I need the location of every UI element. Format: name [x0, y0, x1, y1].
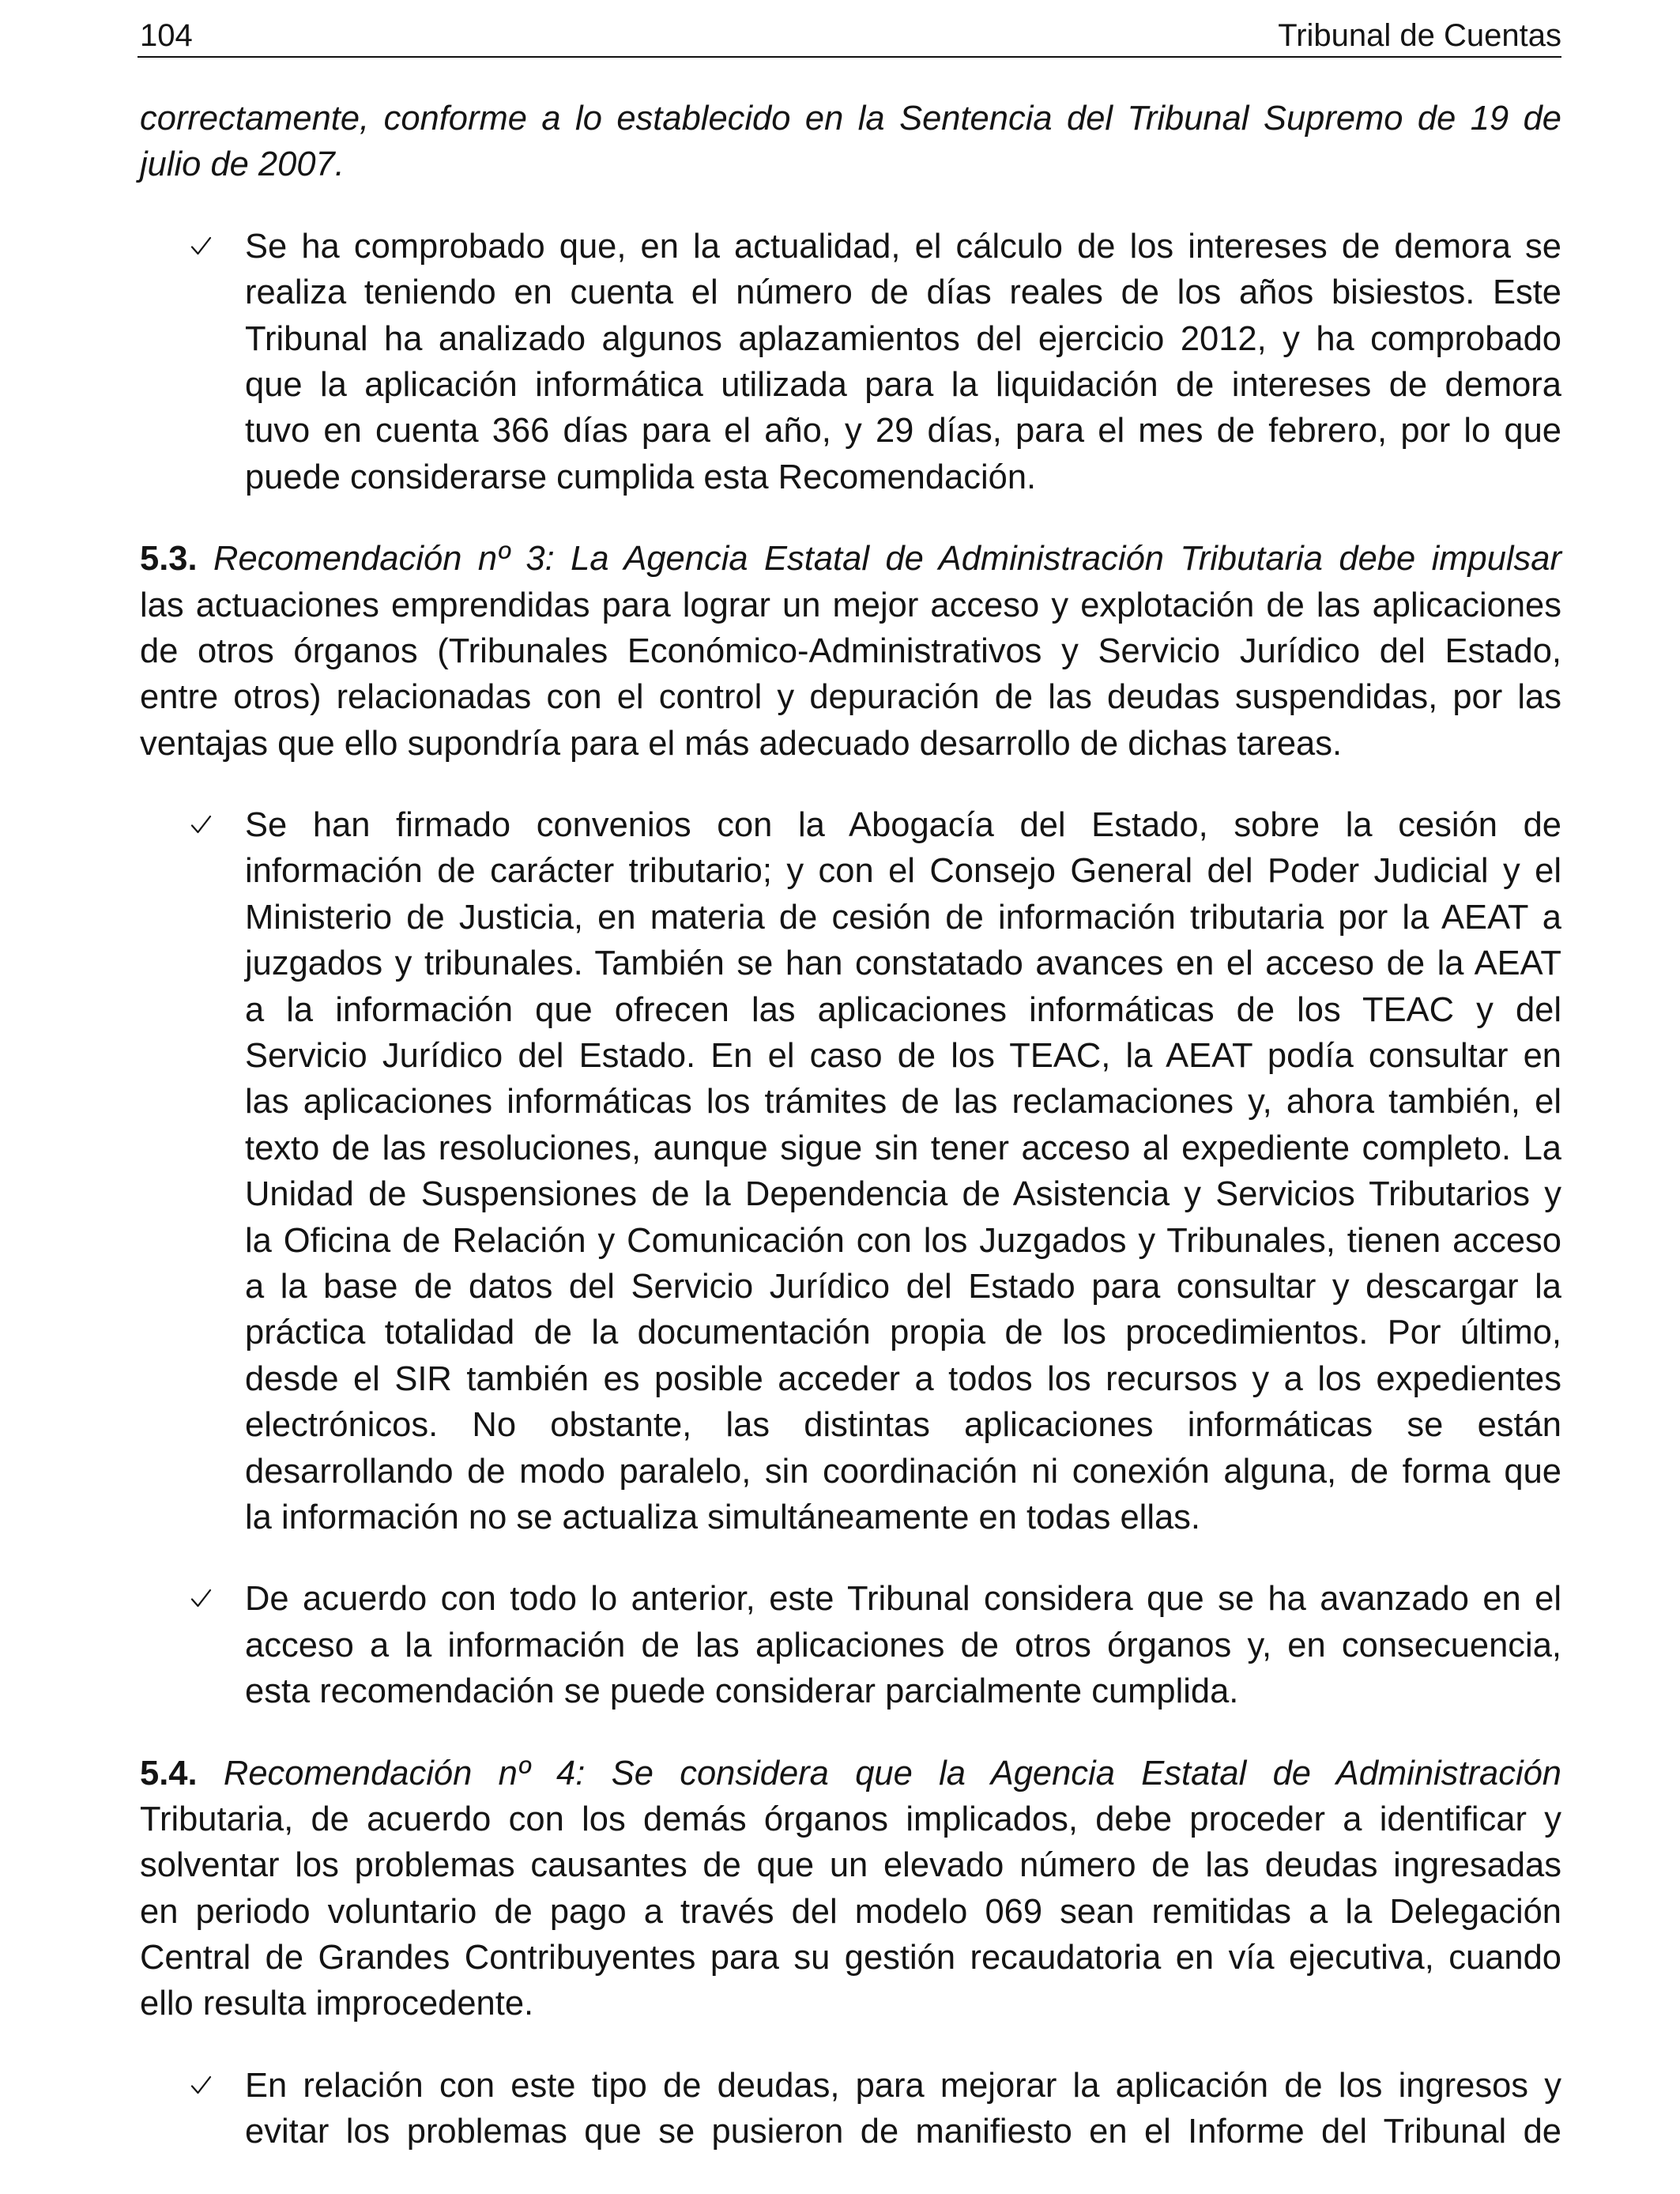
text-line: Tribunal ha analizado algunos aplazamientos del ejercicio 2012, y ha comprobado: [245, 319, 1561, 358]
bullet-item-4: [140, 2063, 1561, 2155]
bullet-item-2: [140, 802, 1561, 1540]
text-line: De acuerdo con todo lo anterior, este Tribunal considera que se ha avanzado en el: [245, 1580, 1561, 1619]
text-line: solventar los problemas causantes de que un elevado número de las deudas ingresadas: [140, 1846, 1561, 1885]
text-line: en periodo voluntario de pago a través del modelo 069 sean remitidas a la Delegación: [140, 1892, 1561, 1931]
checkmark-icon: [190, 1588, 212, 1609]
section-number: 5.4.: [140, 1754, 198, 1793]
section-5-4-recommendation: [140, 1751, 1561, 2027]
bullet-text: [245, 802, 1561, 1540]
text-line: que la aplicación informática utilizada para la liquidación de intereses de demora: [245, 365, 1561, 404]
text-line: de otros órganos (Tribunales Económico-Administrativos y Servicio Jurídico del Estado,: [140, 631, 1561, 670]
text-line: Unidad de Suspensiones de la Dependencia de Asistencia y Servicios Tributarios y: [245, 1175, 1561, 1214]
text-line: las actuaciones emprendidas para lograr un mejor acceso y explotación de las aplicaciones: [140, 586, 1561, 624]
text-line: Tributaria, de acuerdo con los demás órganos implicados, debe proceder a identificar y: [140, 1800, 1561, 1838]
bullet-item-1: [140, 224, 1561, 500]
text-line: información de carácter tributario; y con el Consejo General del Poder Judicial y el: [245, 852, 1561, 891]
text-line: las aplicaciones informáticas los trámites de las reclamaciones y, ahora también, el: [245, 1083, 1561, 1122]
text-line: realiza teniendo en cuenta el número de días reales de los años bisiestos. Este: [245, 273, 1561, 312]
text-line: electrónicos. No obstante, las distintas aplicaciones informáticas se están: [245, 1406, 1561, 1445]
text-line: Central de Grandes Contribuyentes para su gestión recaudatoria en vía ejecutiva, cuando: [140, 1939, 1561, 1977]
text-line: Servicio Jurídico del Estado. En el caso de los TEAC, la AEAT podía consultar en: [245, 1037, 1561, 1076]
running-title: Tribunal de Cuentas: [1278, 18, 1561, 53]
bullet-item-3: [140, 1576, 1561, 1714]
continued-recommendation-text: [140, 96, 1561, 188]
bullet-text: [245, 224, 1561, 500]
text-line: ello resulta improcedente.: [140, 1985, 534, 2023]
page-header: [137, 17, 1561, 58]
text-line: tuvo en cuenta 366 días para el año, y 29 días, para el mes de febrero, por lo que: [245, 412, 1561, 450]
section-heading-line: [140, 536, 1561, 582]
text-line: ventajas que ello supondría para el más adecuado desarrollo de dichas tareas.: [140, 724, 1343, 763]
text-line: Recomendación nº 3: La Agencia Estatal de Administración Tributaria debe impulsar: [213, 540, 1561, 579]
text-line: acceso a la información de las aplicaciones de otros órganos y, en consecuencia,: [245, 1626, 1561, 1664]
text-line: correctamente, conforme a lo establecido en la Sentencia del Tribunal Supremo de 19 de: [140, 100, 1561, 138]
text-line: Se ha comprobado que, en la actualidad, el cálculo de los intereses de demora se: [245, 227, 1561, 266]
text-line: texto de las resoluciones, aunque sigue sin tener acceso al expediente completo. La: [245, 1129, 1561, 1167]
text-line: a la información que ofrecen las aplicaciones informáticas de los TEAC y del: [245, 990, 1561, 1029]
text-line: puede considerarse cumplida esta Recomendación.: [245, 458, 1037, 496]
text-line: práctica totalidad de la documentación propia de los procedimientos. Por último,: [245, 1314, 1561, 1352]
page-number: 104: [140, 18, 193, 53]
text-line: desarrollando de modo paralelo, sin coordinación ni conexión alguna, de forma que: [245, 1452, 1561, 1491]
bullet-text: [245, 1576, 1561, 1714]
section-heading-line: [140, 1751, 1561, 1796]
text-line: Ministerio de Justicia, en materia de cesión de información tributaria por la AEAT a: [245, 898, 1561, 937]
section-number: 5.3.: [140, 540, 198, 579]
checkmark-icon: [190, 236, 212, 257]
text-line: evitar los problemas que se pusieron de manifiesto en el Informe del Tribunal de: [245, 2113, 1561, 2151]
section-5-3-recommendation: [140, 536, 1561, 767]
text-line: la Oficina de Relación y Comunicación con los Juzgados y Tribunales, tienen acceso: [245, 1221, 1561, 1260]
checkmark-icon: [190, 2075, 212, 2096]
text-line: desde el SIR también es posible acceder a todos los recursos y a los expedientes: [245, 1359, 1561, 1398]
text-line: esta recomendación se puede considerar parcialmente cumplida.: [245, 1672, 1239, 1711]
text-line: juzgados y tribunales. También se han constatado avances en el acceso de la AEAT: [245, 944, 1561, 983]
text-line: a la base de datos del Servicio Jurídico del Estado para consultar y descargar la: [245, 1267, 1561, 1306]
page-body: [140, 96, 1561, 2191]
text-line: la información no se actualiza simultáneamente en todas ellas.: [245, 1498, 1201, 1536]
text-line: julio de 2007.: [140, 145, 345, 184]
text-line: entre otros) relacionadas con el control y depuración de las deudas suspendidas, por las: [140, 678, 1561, 717]
bullet-text: [245, 2063, 1561, 2155]
checkmark-icon: [190, 814, 212, 835]
text-line: En relación con este tipo de deudas, para mejorar la aplicación de los ingresos y: [245, 2066, 1561, 2105]
text-line: Recomendación nº 4: Se considera que la Agencia Estatal de Administración: [223, 1754, 1561, 1793]
text-line: Se han firmado convenios con la Abogacía del Estado, sobre la cesión de: [245, 806, 1561, 845]
